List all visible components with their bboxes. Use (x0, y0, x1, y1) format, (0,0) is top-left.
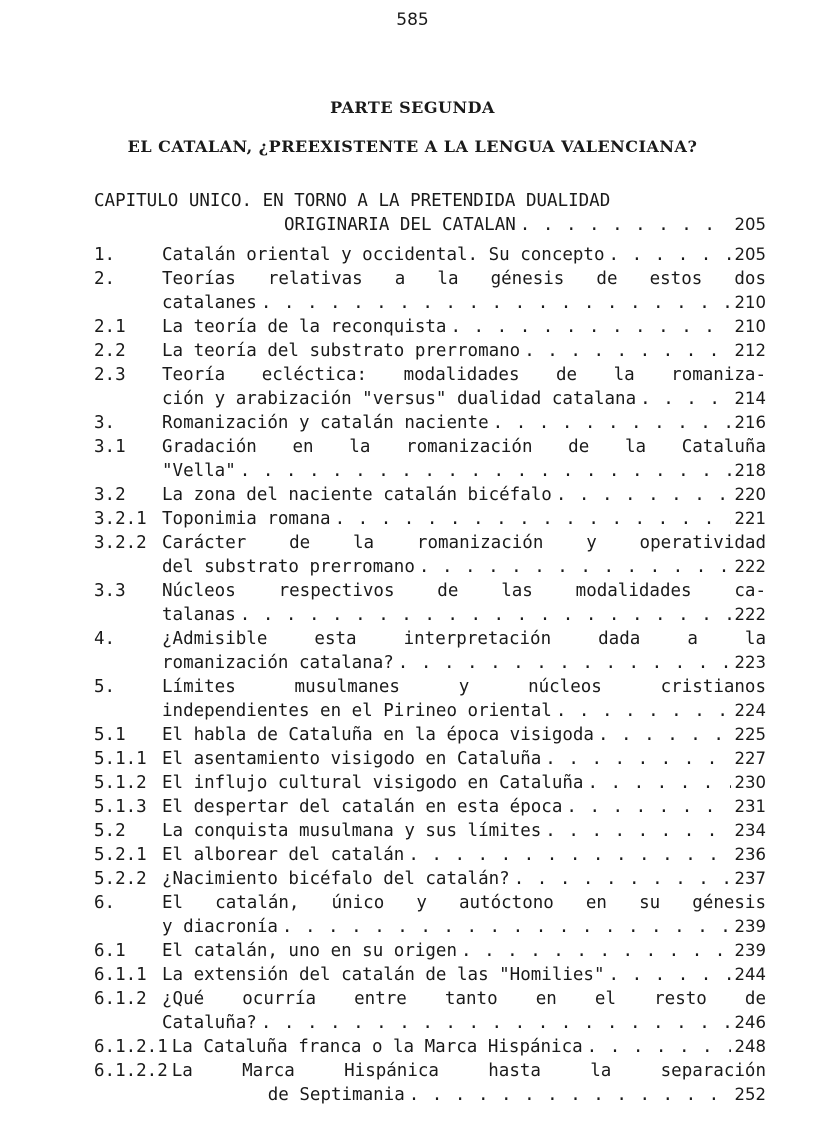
toc-entry (94, 795, 766, 819)
entry-body (162, 891, 766, 939)
entry-title: catalanes (162, 293, 257, 313)
toc-entry (94, 627, 766, 675)
entry-body (162, 819, 766, 843)
dot-leader (587, 1035, 731, 1059)
entry-page-number: 248 (734, 1037, 766, 1056)
entry-title: El catalán, uno en su origen (162, 941, 458, 961)
entry-number: 6.1.2.2 (94, 1061, 168, 1081)
toc-entry (94, 531, 766, 579)
entry-number: 3.1 (94, 437, 126, 457)
entry-title: El despertar del catalán en esta época (162, 797, 563, 817)
entry-number: 3.2.2 (94, 533, 147, 553)
part-title: PARTE SEGUNDA (330, 98, 495, 117)
entry-title: del substrato prerromano (162, 557, 415, 577)
toc-entry (94, 963, 766, 987)
chapter-title-line-1: CAPITULO UNICO. EN TORNO A LA PRETENDIDA DUALIDAD (94, 191, 611, 211)
dot-leader (398, 651, 731, 675)
entry-line-with-leader (162, 339, 766, 363)
entry-line-with-leader (162, 795, 766, 819)
entry-page-number: 225 (734, 725, 766, 744)
entry-line-with-leader (162, 771, 766, 795)
entry-page-number: 239 (734, 941, 766, 960)
toc-entry (94, 1059, 766, 1107)
entry-number: 6.1.2.1 (94, 1037, 168, 1057)
entry-number: 6.1 (94, 941, 126, 961)
toc-entry (94, 747, 766, 771)
entry-number: 1. (94, 245, 116, 265)
entry-page-number: 227 (734, 749, 766, 768)
entry-title: ción y arabización "versus" dualidad catalana (162, 389, 637, 409)
table-of-contents (94, 189, 766, 1107)
entry-title: y diacronía (162, 917, 278, 937)
dot-leader (545, 747, 730, 771)
entry-body (162, 579, 766, 627)
entry-number: 5.1.2 (94, 773, 147, 793)
entry-line-with-leader (162, 651, 766, 675)
entry-page-number: 222 (734, 605, 766, 624)
entry-body (172, 1035, 766, 1059)
dot-leader (609, 963, 731, 987)
toc-entry (94, 363, 766, 411)
dot-leader (261, 1011, 731, 1035)
entry-title-line-1: Límites musulmanes y núcleos cristianos (162, 677, 766, 697)
entry-line-with-leader (162, 867, 766, 891)
entry-title: El influjo cultural visigodo en Cataluña (162, 773, 584, 793)
dot-leader (566, 795, 730, 819)
entry-number: 5. (94, 677, 116, 697)
toc-entry (94, 483, 766, 507)
dot-leader (493, 411, 731, 435)
entry-page-number: 210 (734, 317, 766, 336)
entry-line-with-leader (162, 1011, 766, 1035)
dot-leader (240, 603, 731, 627)
entry-page-number: 212 (734, 341, 766, 360)
toc-entry (94, 723, 766, 747)
entry-line-with-leader (162, 915, 766, 939)
entry-title: La teoría de la reconquista (162, 317, 447, 337)
entry-number: 3.2 (94, 485, 126, 505)
toc-entries (94, 243, 766, 1107)
entry-line-with-leader (162, 315, 766, 339)
entry-page-number: 218 (734, 461, 766, 480)
toc-entry (94, 507, 766, 531)
entry-body (162, 339, 766, 363)
entry-page-number: 223 (734, 653, 766, 672)
entry-line-with-leader (162, 507, 766, 531)
toc-entry (94, 315, 766, 339)
entry-body (162, 795, 766, 819)
dot-leader (282, 915, 731, 939)
entry-title: Cataluña? (162, 1013, 257, 1033)
entry-line-with-leader (162, 411, 766, 435)
entry-number: 3.3 (94, 581, 126, 601)
toc-entry (94, 339, 766, 363)
toc-entry (94, 243, 766, 267)
toc-entry (94, 411, 766, 435)
dot-leader (520, 213, 731, 237)
toc-entry (94, 675, 766, 723)
dot-leader (461, 939, 730, 963)
entry-page-number: 222 (734, 557, 766, 576)
entry-page-number: 230 (734, 773, 766, 792)
toc-entry (94, 939, 766, 963)
entry-title-line-1: Teoría ecléctica: modalidades de la romaniza- (162, 365, 766, 385)
entry-title-line-1: Carácter de la romanización y operatividad (162, 533, 766, 553)
entry-number: 5.2.2 (94, 869, 147, 889)
entry-body (162, 243, 766, 267)
dot-leader (524, 339, 730, 363)
entry-line-with-leader (162, 939, 766, 963)
entry-body (162, 963, 766, 987)
entry-line-with-leader (162, 963, 766, 987)
entry-title: Toponimia romana (162, 509, 331, 529)
entry-line-with-leader (162, 699, 766, 723)
dot-leader (556, 483, 731, 507)
entry-body (162, 867, 766, 891)
entry-body (162, 363, 766, 411)
toc-entry (94, 435, 766, 483)
entry-number: 2.3 (94, 365, 126, 385)
entry-line-with-leader (162, 291, 766, 315)
entry-title: El asentamiento visigodo en Cataluña (162, 749, 542, 769)
dot-leader (556, 699, 731, 723)
chapter-page-number: 205 (734, 215, 766, 234)
entry-title-line-1: ¿Admisible esta interpretación dada a la (162, 629, 766, 649)
entry-title-line-1: ¿Qué ocurría entre tanto en el resto de (162, 989, 766, 1009)
entry-page-number: 216 (734, 413, 766, 432)
toc-entry (94, 843, 766, 867)
entry-line-with-leader (162, 555, 766, 579)
part-subtitle: EL CATALAN, ¿PREEXISTENTE A LA LENGUA VALENCIANA? (127, 137, 698, 156)
entry-body (162, 411, 766, 435)
entry-title: de Septimania (267, 1085, 405, 1105)
entry-number: 6.1.1 (94, 965, 147, 985)
entry-title: La zona del naciente catalán bicéfalo (162, 485, 552, 505)
entry-title-line-1: Núcleos respectivos de las modalidades ca- (162, 581, 766, 601)
entry-title: ¿Nacimiento bicéfalo del catalán? (162, 869, 510, 889)
entry-number: 2.2 (94, 341, 126, 361)
entry-body (162, 627, 766, 675)
entry-title: Romanización y catalán naciente (162, 413, 489, 433)
entry-page-number: 210 (734, 293, 766, 312)
entry-title-line-1: La Marca Hispánica hasta la separación (171, 1061, 766, 1081)
entry-page-number: 221 (734, 509, 766, 528)
entry-page-number: 205 (734, 245, 766, 264)
entry-title: La teoría del substrato prerromano (162, 341, 521, 361)
entry-line-with-leader (162, 603, 766, 627)
toc-entry (94, 987, 766, 1035)
entry-line-with-leader (162, 819, 766, 843)
toc-entry (94, 1035, 766, 1059)
dot-leader (640, 387, 730, 411)
entry-line-with-leader (172, 1035, 766, 1059)
toc-entry (94, 819, 766, 843)
entry-line-with-leader (162, 459, 766, 483)
entry-title: romanización catalana? (162, 653, 394, 673)
entry-line-with-leader (162, 483, 766, 507)
entry-number: 6. (94, 893, 116, 913)
dot-leader (409, 1083, 731, 1107)
entry-body (162, 531, 766, 579)
entry-line-with-leader (172, 1083, 766, 1107)
entry-body (162, 843, 766, 867)
entry-title: La Cataluña franca o la Marca Hispánica (171, 1037, 583, 1057)
toc-entry (94, 267, 766, 315)
dot-leader (261, 291, 731, 315)
entry-page-number: 246 (734, 1013, 766, 1032)
entry-page-number: 220 (734, 485, 766, 504)
entry-number: 2. (94, 269, 116, 289)
entry-body (162, 315, 766, 339)
page-number: 585 (396, 10, 429, 30)
entry-body (162, 747, 766, 771)
entry-page-number: 214 (734, 389, 766, 408)
entry-line-with-leader (162, 843, 766, 867)
toc-entry (94, 579, 766, 627)
entry-line-with-leader (162, 243, 766, 267)
entry-title: talanas (162, 605, 236, 625)
dot-leader (450, 315, 730, 339)
entry-page-number: 236 (734, 845, 766, 864)
entry-line-with-leader (162, 387, 766, 411)
entry-body (162, 507, 766, 531)
entry-body (162, 267, 766, 315)
entry-title: El alborear del catalán (162, 845, 405, 865)
dot-leader (240, 459, 731, 483)
entry-body (162, 723, 766, 747)
entry-number: 2.1 (94, 317, 126, 337)
entry-number: 5.1.3 (94, 797, 147, 817)
dot-leader (514, 867, 731, 891)
entry-page-number: 244 (734, 965, 766, 984)
dot-leader (598, 723, 731, 747)
entry-title: Catalán oriental y occidental. Su concepto (162, 245, 605, 265)
entry-title: "Vella" (162, 461, 236, 481)
entry-body (172, 1059, 766, 1107)
dot-leader (545, 819, 730, 843)
entry-number: 3. (94, 413, 116, 433)
entry-title-line-1: Gradación en la romanización de la Cataluña (162, 437, 766, 457)
entry-title-line-1: El catalán, único y autóctono en su génesis (162, 893, 766, 913)
entry-title-line-1: Teorías relativas a la génesis de estos dos (162, 269, 766, 289)
entry-body (162, 675, 766, 723)
entry-title: independientes en el Pirineo oriental (162, 701, 552, 721)
entry-title: El habla de Cataluña en la época visigoda (162, 725, 594, 745)
entry-line-with-leader (162, 723, 766, 747)
entry-body (162, 939, 766, 963)
entry-number: 5.2.1 (94, 845, 147, 865)
entry-title: La extensión del catalán de las "Homilies" (162, 965, 605, 985)
toc-entry (94, 867, 766, 891)
entry-title: La conquista musulmana y sus límites (162, 821, 542, 841)
toc-entry (94, 771, 766, 795)
entry-page-number: 252 (734, 1085, 766, 1104)
entry-number: 5.2 (94, 821, 126, 841)
entry-page-number: 237 (734, 869, 766, 888)
chapter-title-line-2 (94, 213, 766, 237)
entry-number: 6.1.2 (94, 989, 147, 1009)
entry-page-number: 224 (734, 701, 766, 720)
chapter-title-text: ORIGINARIA DEL CATALAN (284, 215, 516, 235)
dot-leader (609, 243, 731, 267)
toc-entry (94, 891, 766, 939)
entry-page-number: 239 (734, 917, 766, 936)
entry-number: 5.1.1 (94, 749, 147, 769)
entry-number: 4. (94, 629, 116, 649)
entry-body (162, 483, 766, 507)
dot-leader (335, 507, 731, 531)
entry-page-number: 234 (734, 821, 766, 840)
entry-number: 5.1 (94, 725, 126, 745)
entry-body (162, 771, 766, 795)
dot-leader (419, 555, 731, 579)
entry-body (162, 435, 766, 483)
entry-body (162, 987, 766, 1035)
entry-number: 3.2.1 (94, 509, 147, 529)
chapter-entry (94, 189, 766, 237)
entry-line-with-leader (162, 747, 766, 771)
entry-page-number: 231 (734, 797, 766, 816)
dot-leader (587, 771, 730, 795)
dot-leader (408, 843, 730, 867)
